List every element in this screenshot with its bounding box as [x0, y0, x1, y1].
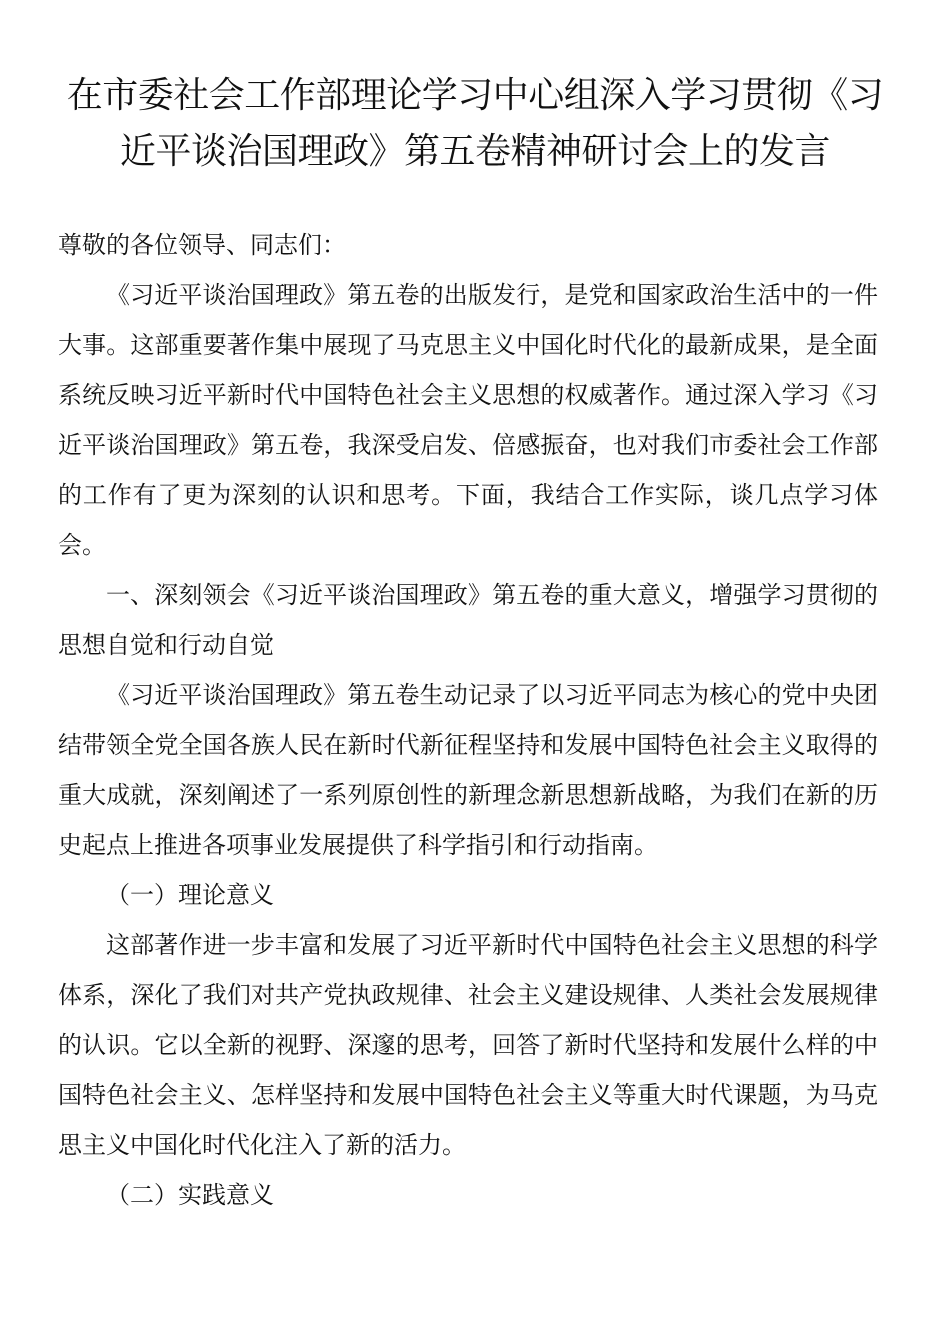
section-1-paragraph: 《习近平谈治国理政》第五卷生动记录了以习近平同志为核心的党中央团结带领全党全国各族人民在新时代新征程坚持和发展中国特色社会主义取得的重大成就，深刻阐述了一系列原创性的新理念新思想新战略，为我们在新的历史起点上推进各项事业发展提供了科学指引和行动指南。: [58, 681, 878, 859]
section-heading-1: 一、深刻领会《习近平谈治国理政》第五卷的重大意义，增强学习贯彻的思想自觉和行动自觉: [58, 581, 878, 659]
theory-paragraph: 这部著作进一步丰富和发展了习近平新时代中国特色社会主义思想的科学体系，深化了我们对共产党执政规律、社会主义建设规律、人类社会发展规律的认识。它以全新的视野、深邃的思考，回答了新时代坚持和发展什么样的中国特色社会主义、怎样坚持和发展中国特色社会主义等重大时代课题，为马克思主义中国化时代化注入了新的活力。: [58, 931, 878, 1159]
salutation: 尊敬的各位领导、同志们：: [58, 231, 346, 259]
subsection-heading-practice: （二）实践意义: [106, 1181, 274, 1209]
document-title: 在市委社会工作部理论学习中心组深入学习贯彻《习近平谈治国理政》第五卷精神研讨会上的发言: [66, 75, 884, 172]
intro-paragraph: 《习近平谈治国理政》第五卷的出版发行，是党和国家政治生活中的一件大事。这部重要著作集中展现了马克思主义中国化时代化的最新成果，是全面系统反映习近平新时代中国特色社会主义思想的权威著作。通过深入学习《习近平谈治国理政》第五卷，我深受启发、倍感振奋，也对我们市委社会工作部的工作有了更为深刻的认识和思考。下面，我结合工作实际，谈几点学习体会。: [58, 281, 878, 559]
document-body: [58, 220, 878, 1220]
subsection-heading-theory: （一）理论意义: [106, 881, 274, 909]
